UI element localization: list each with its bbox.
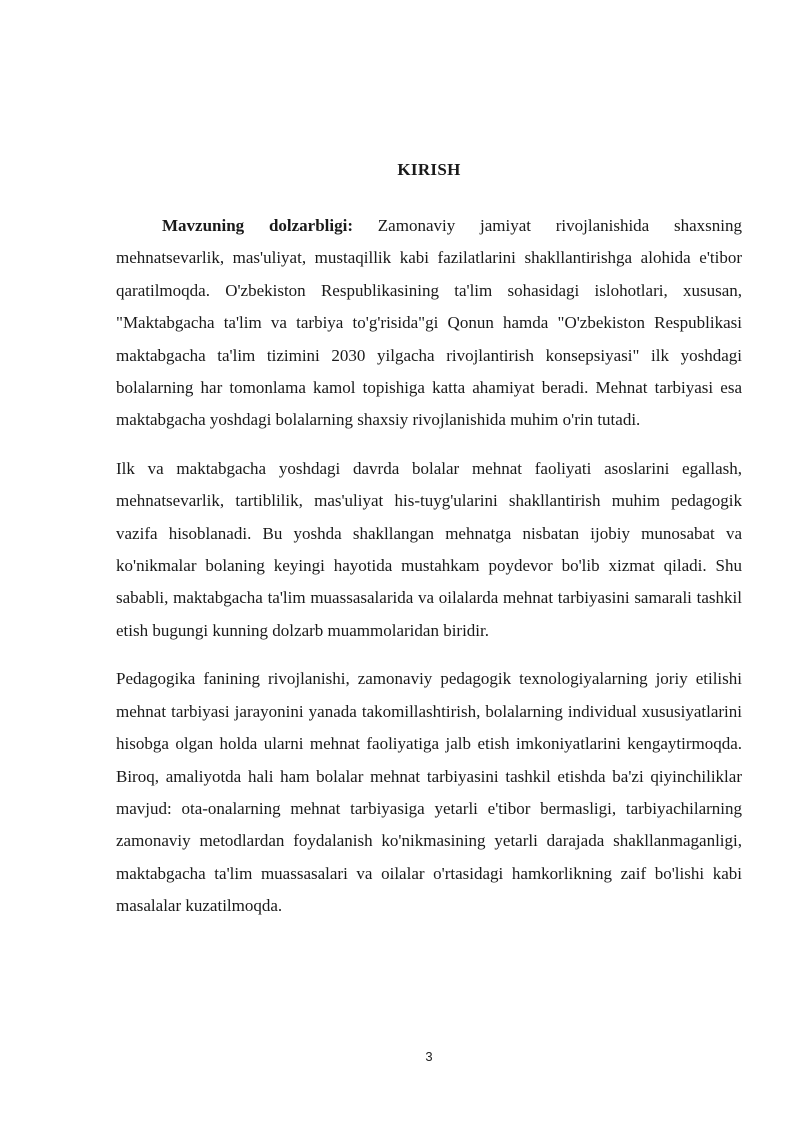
section-heading: KIRISH: [397, 160, 461, 179]
paragraph-relevance: [116, 210, 742, 437]
body-text: [116, 210, 742, 923]
paragraph-text: Zamonaviy jamiyat rivojlanishida shaxsning mehnatsevarlik, mas'uliyat, mustaqillik kabi fazilatlarini shakllantirishga alohida e'tibor qaratilmoqda. O'zbekiston Respublikasining ta'lim sohasidagi islohotlari, xususan, "Maktabgacha ta'lim va tarbiya to'g'risida"gi Qonun hamda "O'zbekiston Respublikasi maktabgacha ta'lim tizimini 2030 yilgacha rivojlantirish konsepsiyasi" ilk yoshdagi bolalarning har tomonlama kamol topishiga katta ahamiyat beradi. Mehnat tarbiyasi esa maktabgacha yoshdagi bolalarning shaxsiy rivojlanishida muhim o'rin tutadi.: [116, 216, 743, 430]
page-number: 3: [425, 1049, 433, 1064]
paragraph-labor-education: Ilk va maktabgacha yoshdagi davrda bolalar mehnat faoliyati asoslarini egallash, mehnatsevarlik, tartiblilik, mas'uliyat his-tuyg'ularini shakllantirish muhim pedagogik vazifa hisoblanadi. Bu yoshda shakllangan mehnatga nisbatan ijobiy munosabat va ko'nikmalar bolaning keyingi hayotida mustahkam poydevor bo'lib xizmat qiladi. Shu sababli, maktabgacha ta'lim muassasalarida va oilalarda mehnat tarbiyasini samarali tashkil etish bugungi kunning dolzarb muammolaridan biridir.: [116, 458, 742, 640]
paragraph-pedagogy-development: Pedagogika fanining rivojlanishi, zamonaviy pedagogik texnologiyalarning joriy etilishi mehnat tarbiyasi jarayonini yanada takomillashtirish, bolalarning individual xususiyatlarini hisobga olgan holda ularni mehnat faoliyatiga jalb etish imkoniyatlarini kengaytirmoqda. Biroq, amaliyotda hali ham bolalar mehnat tarbiyasini tashkil etishda ba'zi qiyinchiliklar mavjud: ota-onalarning mehnat tarbiyasiga yetarli e'tibor bermasligi, tarbiyachilarning zamonaviy metodlardan foydalanish ko'nikmasining yetarli darajada shakllanmaganligi, maktabgacha ta'lim muassasalari va oilalar o'rtasidagi hamkorlikning zaif bo'lishi kabi masalalar kuzatilmoqda.: [116, 669, 742, 916]
paragraph-lead: Mavzuning dolzarbligi:: [162, 216, 354, 235]
